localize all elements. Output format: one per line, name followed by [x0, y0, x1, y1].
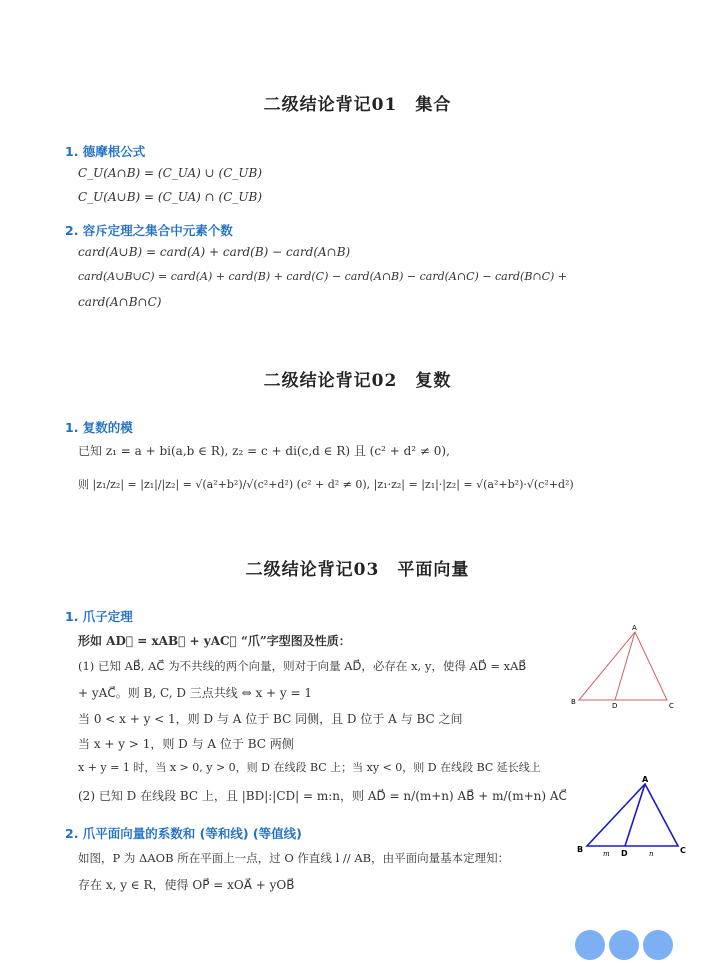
formula-line: 当 0 < x + y < 1，则 D 与 A 位于 BC 同侧，且 D 位于 A 与 BC 之间	[78, 712, 463, 726]
section-title-complex: 二级结论背记02 复数	[263, 371, 452, 391]
section-title-sets: 二级结论背记01 集合	[263, 95, 452, 115]
segment-label: m	[603, 850, 610, 858]
formula-line: + yAC⃗。则 B, C, D 三点共线 ⇔ x + y = 1	[78, 686, 313, 700]
vertex-label: D	[612, 702, 618, 710]
claw-triangle-figure	[565, 622, 680, 717]
subsection-heading-claw-theorem: 1. 爪子定理	[65, 609, 133, 624]
formula-line: 形如 AD⃗ = xAB⃗ + yAC⃗ “爪”字型图及性质：	[78, 634, 351, 648]
subsection-heading-inclusion-exclusion: 2. 容斥定理之集合中元素个数	[65, 223, 233, 238]
subsection-heading-de-morgan: 1. 德摩根公式	[65, 144, 146, 159]
subsection-heading-equal-sum-line: 2. 爪平面向量的系数和 (等和线) (等值线)	[65, 826, 302, 841]
vertex-label: A	[642, 775, 649, 784]
segment-label: n	[649, 850, 654, 858]
vertex-label: C	[669, 702, 674, 710]
ratio-triangle-figure	[575, 772, 695, 862]
vertex-label: D	[621, 849, 628, 858]
formula-line: card(A∩B∩C)	[78, 295, 162, 309]
vertex-label: A	[632, 624, 637, 632]
formula-line: 已知 z₁ = a + bi(a,b ∈ R), z₂ = c + di(c,d ∈ R) 且 (c² + d² ≠ 0),	[78, 444, 450, 458]
formula-line: x + y = 1 时，当 x > 0, y > 0，则 D 在线段 BC 上；当 xy < 0，则 D 在线段 BC 延长线上	[78, 761, 541, 774]
formula-line: 存在 x, y ∈ R，使得 OP⃗ = xOA⃗ + yOB⃗	[78, 878, 295, 892]
vertex-label: B	[571, 698, 576, 706]
formula-line: (1) 已知 AB⃗, AC⃗ 为不共线的两个向量，则对于向量 AD⃗，必存在 x, y，使得 AD⃗ = xAB⃗	[78, 659, 527, 673]
formula-line: 如图，P 为 ΔAOB 所在平面上一点，过 O 作直线 l // AB，由平面向量基本定理知：	[78, 851, 510, 865]
subsection-heading-modulus: 1. 复数的模	[65, 420, 133, 435]
vertex-label: C	[680, 846, 686, 855]
formula-line: card(A∪B∪C) = card(A) + card(B) + card(C) − card(A∩B) − card(A∩C) − card(B∩C) +	[78, 270, 568, 283]
formula-line: C_U(A∪B) = (C_UA) ∩ (C_UB)	[78, 190, 262, 204]
formula-line: 则 |z₁/z₂| = |z₁|/|z₂| = √(a²+b²)/√(c²+d²) (c² + d² ≠ 0), |z₁·z₂| = |z₁|·|z₂| = √(a²+b²)·√(c²+d²)	[78, 478, 574, 491]
formula-line: card(A∪B) = card(A) + card(B) − card(A∩B)	[78, 245, 351, 259]
section-title-vectors: 二级结论背记03 平面向量	[245, 560, 470, 580]
formula-line: (2) 已知 D 在线段 BC 上，且 |BD|:|CD| = m:n，则 AD⃗ = n/(m+n) AB⃗ + m/(m+n) AC⃗	[78, 789, 567, 803]
vertex-label: B	[577, 845, 584, 854]
page-corner-decoration	[575, 930, 677, 964]
formula-line: 当 x + y > 1，则 D 与 A 位于 BC 两侧	[78, 737, 294, 751]
formula-line: C_U(A∩B) = (C_UA) ∪ (C_UB)	[78, 166, 262, 180]
